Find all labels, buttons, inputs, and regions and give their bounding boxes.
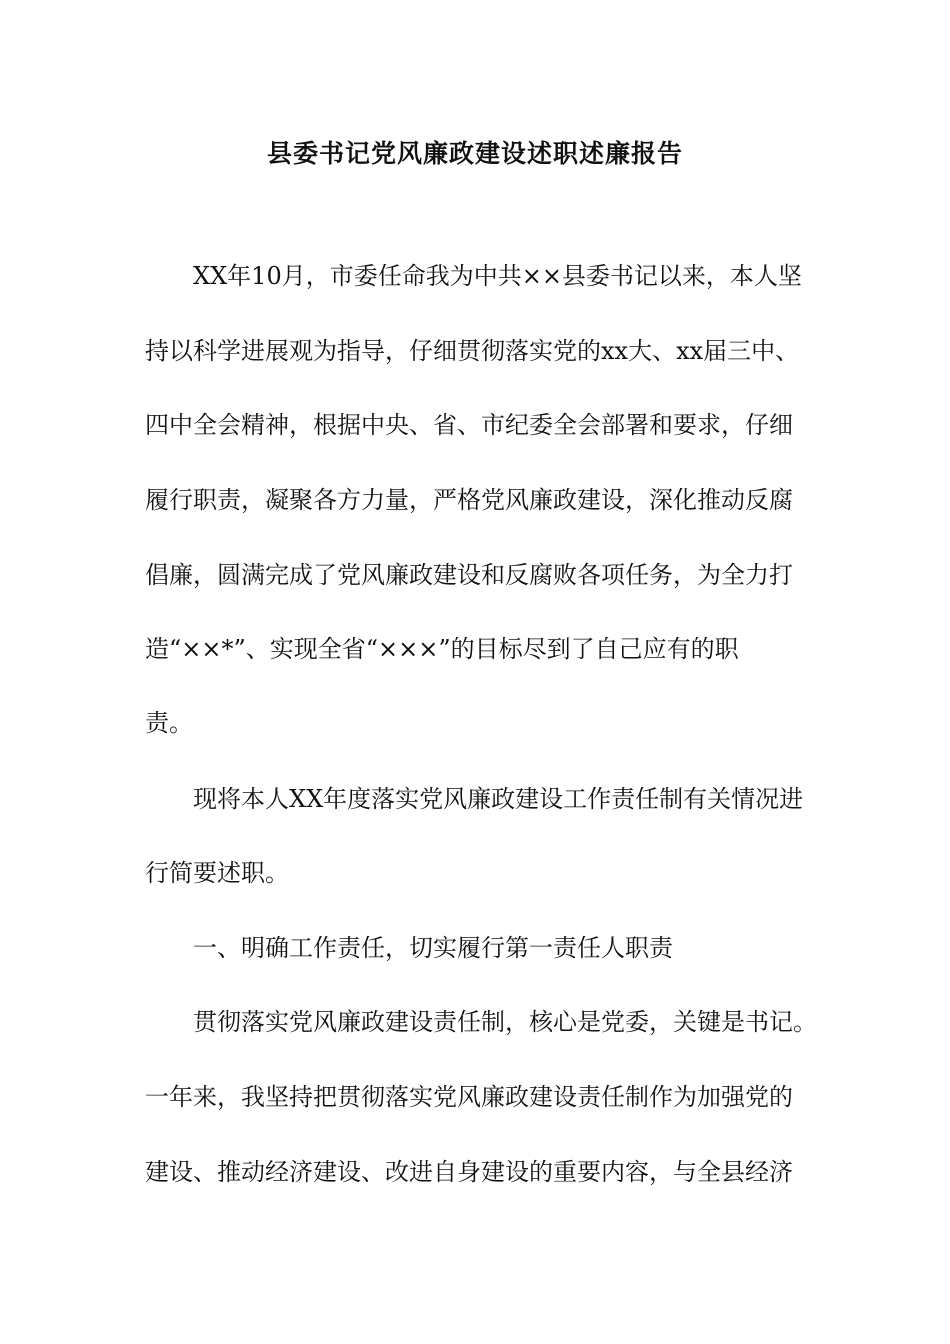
section-heading-1: 一、明确工作责任，切实履行第一责任人职责	[193, 934, 673, 962]
paragraph-2-line-1: 现将本人XX年度落实党风廉政建设工作责任制有关情况进	[193, 785, 804, 813]
paragraph-3-line-2: 一年来，我坚持把贯彻落实党风廉政建设责任制作为加强党的	[145, 1083, 793, 1111]
paragraph-2-line-2: 行简要述职。	[145, 859, 289, 887]
paragraph-1-line-6: 造“××*”、实现全省“×××”的目标尽到了自己应有的职	[145, 635, 739, 663]
paragraph-1-line-4: 履行职责，凝聚各方力量，严格党风廉政建设，深化推动反腐	[145, 486, 793, 514]
paragraph-1-line-7: 责。	[145, 709, 193, 737]
paragraph-1-line-5: 倡廉，圆满完成了党风廉政建设和反腐败各项任务，为全力打	[145, 561, 793, 589]
paragraph-1-line-1: XX年10月，市委任命我为中共××县委书记以来，本人坚	[193, 262, 802, 290]
paragraph-1-line-2: 持以科学进展观为指导，仔细贯彻落实党的xx大、xx届三中、	[145, 337, 800, 365]
document-title: 县委书记党风廉政建设述职述廉报告	[266, 139, 683, 168]
paragraph-1-line-3: 四中全会精神，根据中央、省、市纪委全会部署和要求，仔细	[145, 411, 793, 439]
paragraph-3-line-3: 建设、推动经济建设、改进自身建设的重要内容，与全县经济	[145, 1158, 793, 1186]
paragraph-3-line-1: 贯彻落实党风廉政建设责任制，核心是党委，关键是书记。	[193, 1008, 817, 1036]
